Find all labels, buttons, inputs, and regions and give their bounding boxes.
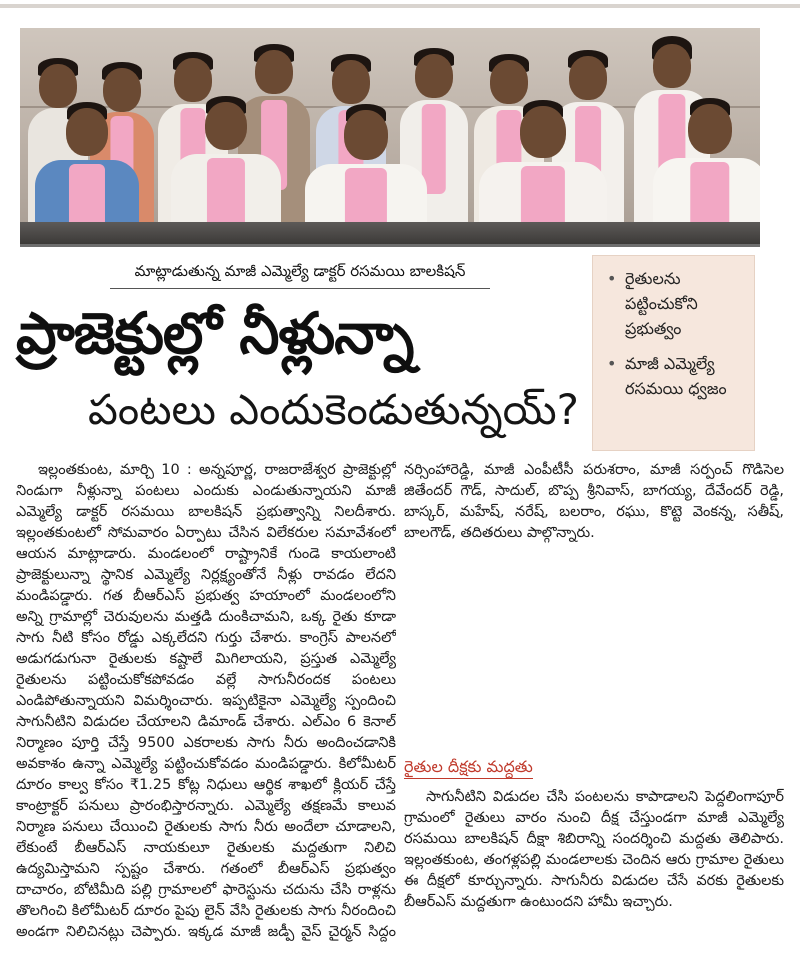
bullet-icon: • — [607, 269, 617, 288]
headline-main: ప్రాజెక్టుల్లో నీళ్లున్నా — [16, 301, 414, 367]
bullet-icon: • — [607, 354, 617, 373]
highlight-box — [592, 255, 755, 451]
highlight-point — [607, 266, 744, 341]
article-column-left — [16, 460, 396, 944]
article-paragraph: ఇల్లంతకుంట, మార్చి 10 : అన్నపూర్ణ, రాజరాజేశ్వర ప్రాజెక్టుల్లో నిండుగా నీళ్లున్నా పంటలు ఎందుకు ఎండుతున్నాయని మాజీ ఎమ్మెల్యే డాక్టర్ రసమయి బాలకిషన్ ప్రభుత్వాన్ని నిలదీశారు. ఇల్లంతకుంటలో సోమవారం ఏర్పాటు చేసిన విలేకరుల సమావేశంలో ఆయన మాట్లాడారు. మండలంలో రాష్ట్రానికే గుండె కాయలాంటి ప్రాజెక్టులున్నా స్థానిక ఎమ్మెల్యే నిర్లక్ష్యంతోనే నీళ్లు రావడం లేదని మండిపడ్డారు. గత బీఆర్ఎస్ ప్రభుత్వ హయాంలో మండలంలోని అన్ని గ్రామాల్లో చెరువులను మత్తడి దుంకిచామని, ఒక్క రైతు కూడా సాగు నీటి కోసం రోడ్డు ఎక్కలేదని గుర్తు చేశారు. కాంగ్రెస్ పాలనలో అడుగడుగునా రైతులకు కష్టాలే మిగిలాయని, ప్రస్తుత ఎమ్మెల్యే రైతులను పట్టించుకోకపోవడం వల్లే సాగునీరందక పంటలు ఎండిపోతున్నాయని విమర్శించారు. ఇప్పటికైనా ఎమ్మెల్యే స్పందించి సాగునీటిని విడుదల చేయాలని డిమాండ్ చేశారు. ఎల్ఎం 6 కెనాల్ నిర్మాణం పూర్తి చేస్తే 9500 ఎకరాలకు సాగు నీరు అందించడానికి అవకాశం ఉన్నా ఎమ్మెల్యే పట్టించుకోవడం మండిపడ్డారు. కిలోమీటర్ దూరం కాల్వ కోసం ₹1.25 కోట్ల నిధులు ఆర్థిక శాఖలో క్లియర్ చేస్తే కాంట్రాక్టర్ పనులు ప్రారంభిస్తారన్నారు. ఎమ్మెల్యే తక్షణమే కాలువ నిర్మాణ పనులు చేయించి రైతులకు సాగు నీరు అందేలా చూడాలని, లేకుంటే బీఆర్ఎస్ నాయకులూ రైతులకు మద్దతుగా నిలిచి ఉద్యమిస్తామని స్పష్టం చేశారు. గతంలో బీఆర్ఎస్ ప్రభుత్వం దాచారం, బోటిమీది పల్లి గ్రామాలలో ఫారెస్టును చదును చేసి రాళ్లను తొలగించి కిలోమీటర్ దూరం పైపు లైన్ వేసి రైతులకు సాగు నీరందించి అండగా నిలిచినట్లు చెప్పారు. ఇక్కడ మాజీ జడ్పీ వైస్ చైర్మన్ సిద్దం — [16, 462, 396, 940]
news-photo — [20, 28, 760, 247]
highlight-text: మాజీ ఎమ్మెల్యే రసమయి ధ్వజం — [625, 354, 727, 398]
article-paragraph: సాగునీటిని విడుదల చేసి పంటలను కాపాడాలని పెద్దలింగాపూర్ గ్రామంలో రైతులు వారం నుంచి దీక్ష చేస్తుండగా మాజీ ఎమ్మెల్యే రసమయి బాలకిషన్ దీక్షా శిబిరాన్ని సందర్శించి మద్దతు తెలిపారు. ఇల్లంతకుంట, తంగళ్లపల్లి మండలాలకు చెందిన ఆరు గ్రామాల రైతులు ఈ దీక్షలో కూర్చున్నారు. సాగునీరు విడుదల చేసే వరకు రైతులకు బీఆర్ఎస్ మద్దతుగా ఉంటుందని హామీ ఇచ్చారు. — [404, 789, 784, 910]
article-column-right — [404, 460, 784, 913]
article-subheading: రైతుల దీక్షకు మద్దతు — [404, 756, 533, 779]
highlight-point — [607, 351, 744, 401]
top-strip — [0, 0, 800, 14]
headline-sub: పంటలు ఎందుకెండుతున్నయ్? — [88, 385, 579, 434]
article-continuation — [404, 460, 784, 744]
photo-caption: మాట్లాడుతున్న మాజీ ఎమ్మెల్యే డాక్టర్ రసమయి బాలకిషన్ — [110, 262, 490, 289]
table-edge — [20, 222, 760, 244]
article-paragraph-continued: నర్సింహారెడ్డి, మాజీ ఎంపీటీసీ పరుశరాం, మాజీ సర్పంచ్ గొడిసెల జితేందర్ గౌడ్, సాదుల్, బొప్ప శ్రీనివాస్, బాగయ్య, దేవేందర్ రెడ్డి, బాస్కర్, మహేష్, నరేష్, బలరాం, రఘు, కొట్టె వెంకన్న, సతీష్, బాలగౌడ్, తదితరులు పాల్గొన్నారు. — [404, 462, 784, 541]
highlight-text: రైతులను పట్టించుకోని ప్రభుత్వం — [625, 269, 698, 338]
